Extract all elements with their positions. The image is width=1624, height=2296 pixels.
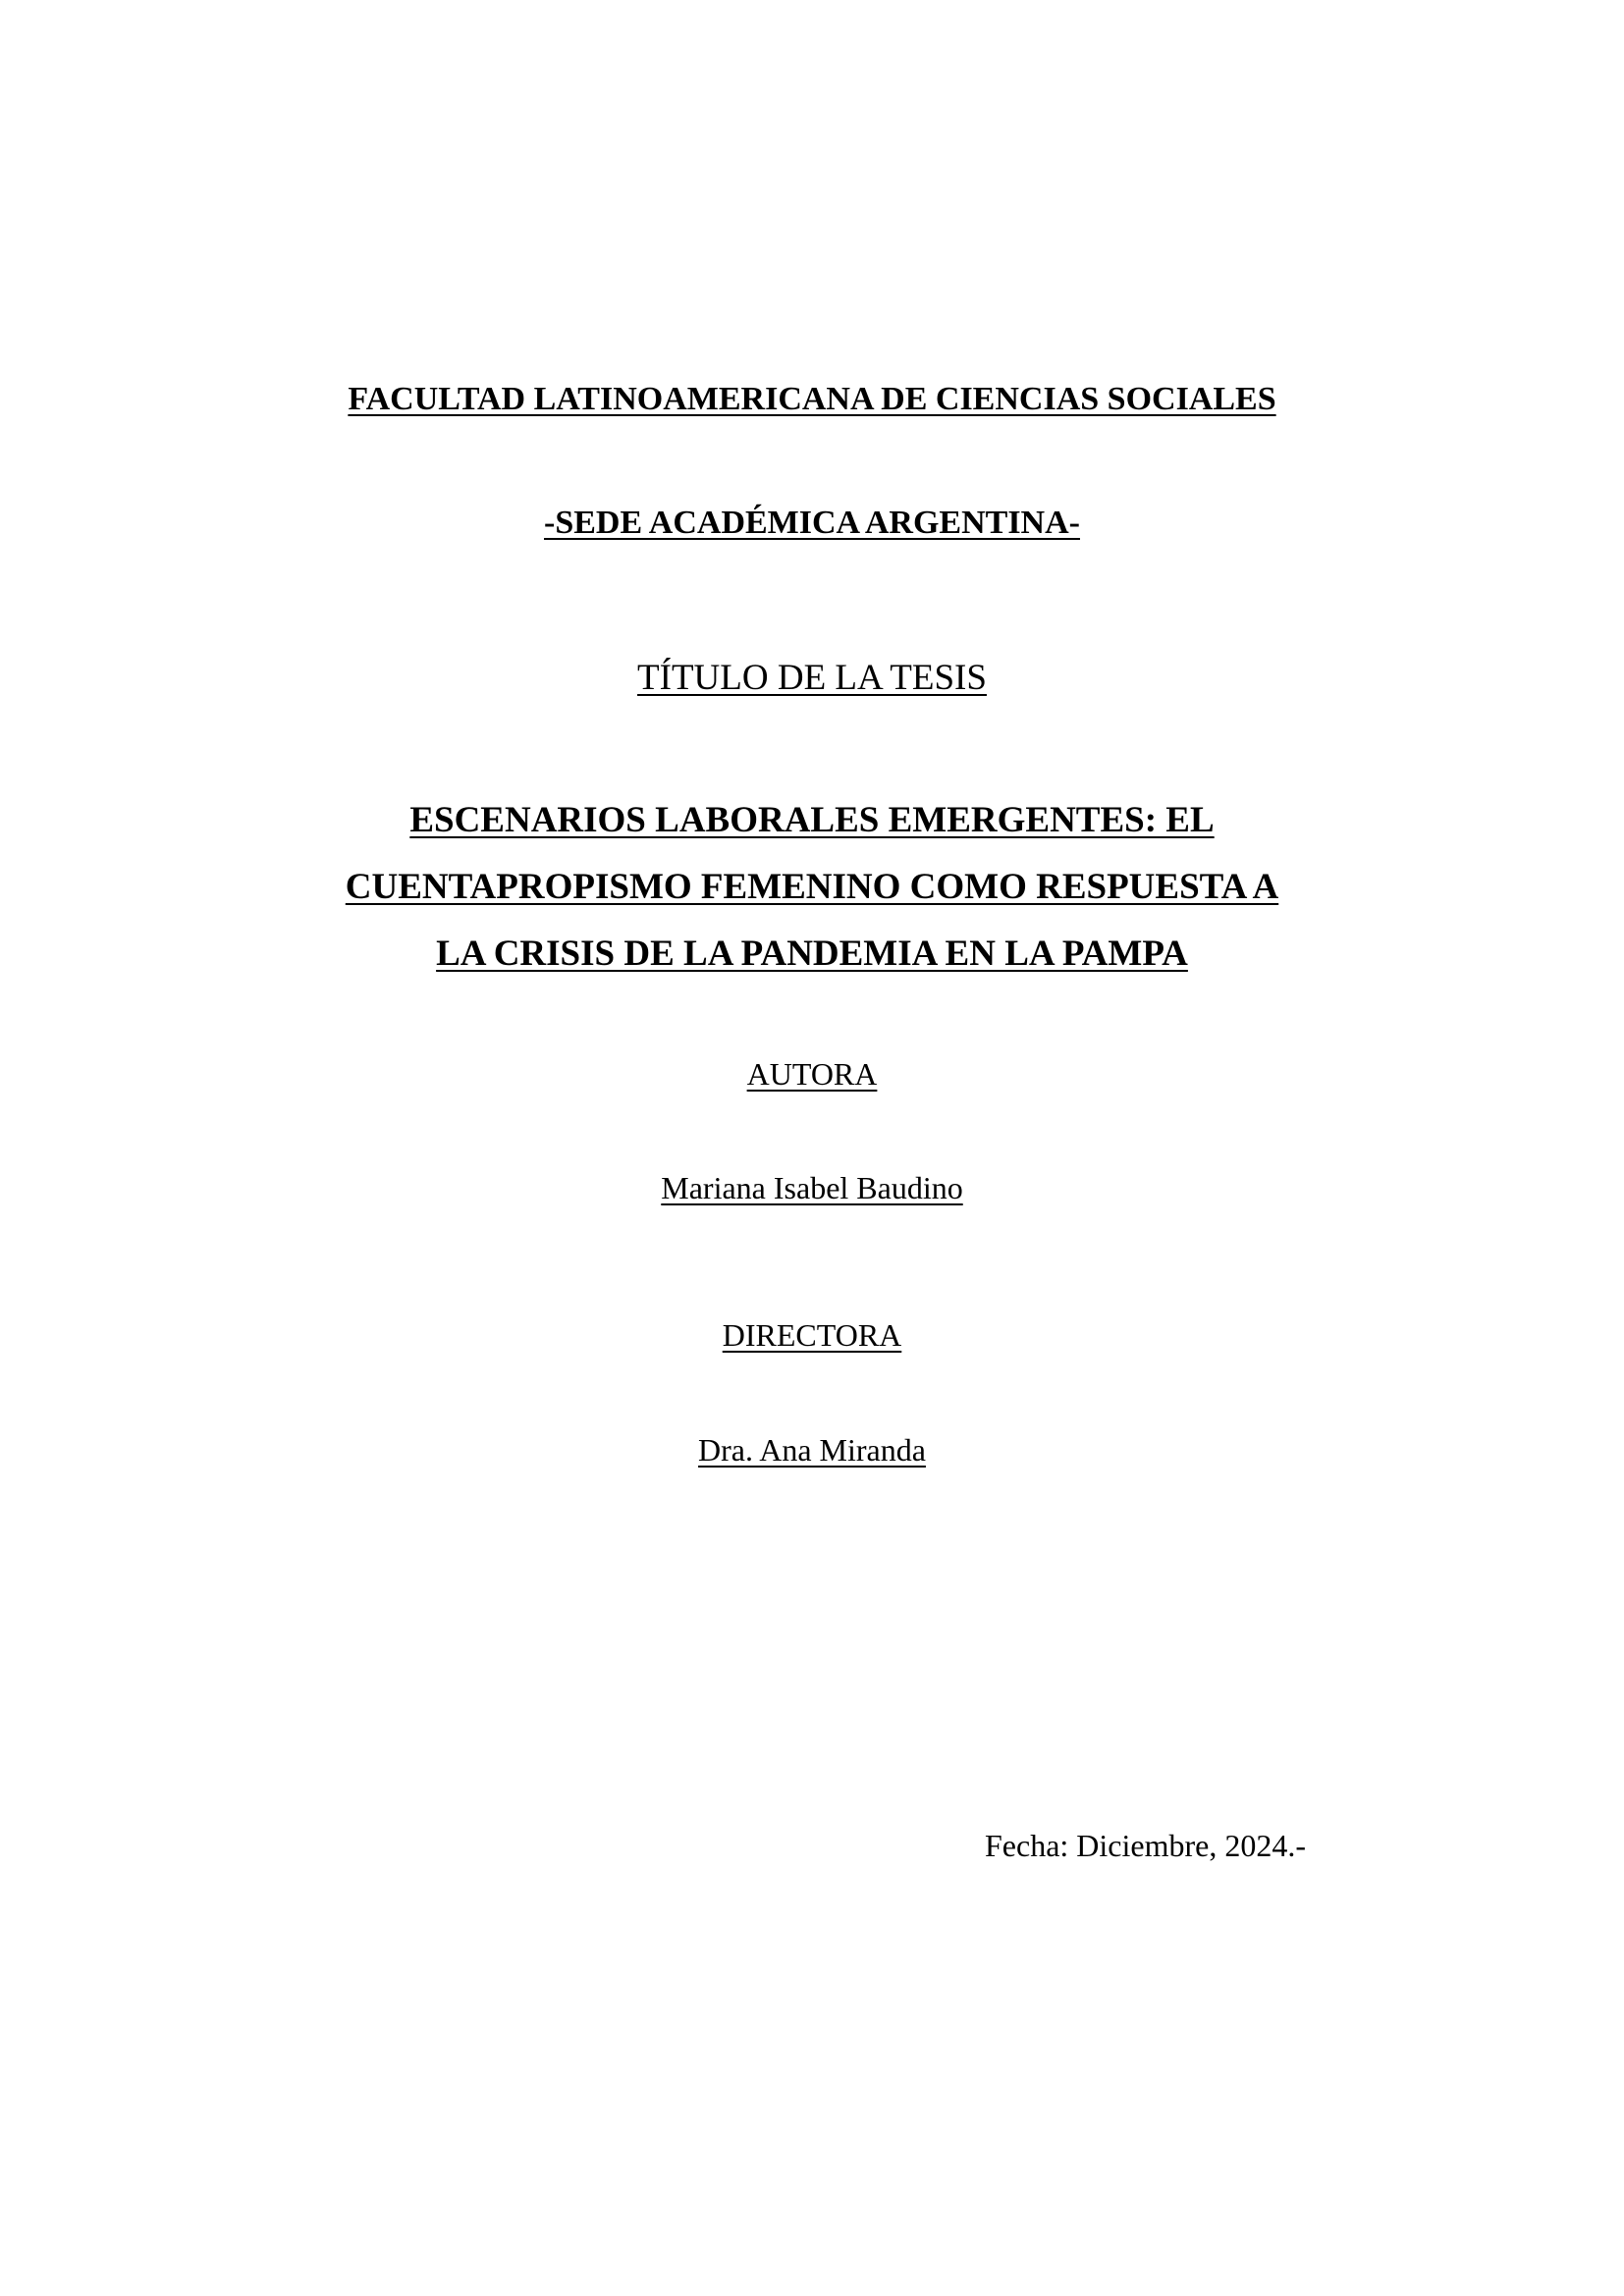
thesis-title-line: ESCENARIOS LABORALES EMERGENTES: EL [409, 800, 1215, 840]
thesis-title-label: TÍTULO DE LA TESIS [637, 658, 987, 698]
campus-heading: -SEDE ACADÉMICA ARGENTINA- [544, 505, 1080, 541]
institution-heading: FACULTAD LATINOAMERICANA DE CIENCIAS SOCIALES [348, 381, 1276, 417]
author-label: AUTORA [746, 1056, 878, 1092]
thesis-title-line: LA CRISIS DE LA PANDEMIA EN LA PAMPA [436, 934, 1188, 974]
director-label: DIRECTORA [722, 1317, 902, 1353]
date-line: Fecha: Diciembre, 2024.- [985, 1828, 1306, 1863]
director-name: Dra. Ana Miranda [698, 1432, 926, 1468]
author-name: Mariana Isabel Baudino [661, 1170, 963, 1205]
thesis-title-line: CUENTAPROPISMO FEMENINO COMO RESPUESTA A [345, 867, 1279, 907]
thesis-title [0, 787, 1624, 988]
